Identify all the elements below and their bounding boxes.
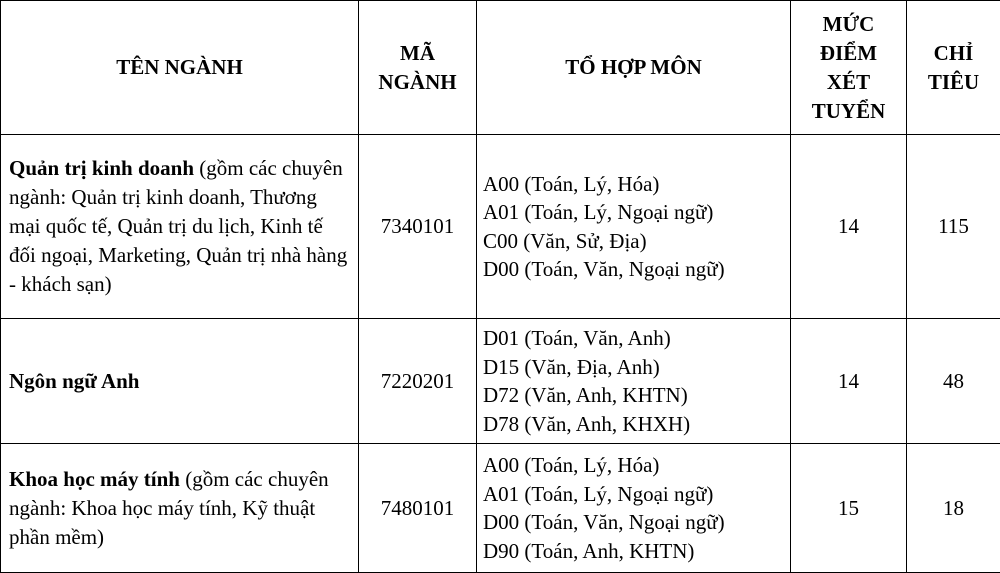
major-name-cell (1, 319, 359, 444)
quota-cell: 115 (907, 135, 1000, 319)
combination-item: C00 (Văn, Sử, Địa) (483, 227, 782, 256)
admission-score-cell: 14 (791, 319, 907, 444)
combination-item: D00 (Toán, Văn, Ngoại ngữ) (483, 508, 782, 537)
header-major-code: MÃ NGÀNH (359, 1, 477, 135)
major-name-cell (1, 444, 359, 573)
header-subject-combination: TỔ HỢP MÔN (477, 1, 791, 135)
admission-score-cell: 15 (791, 444, 907, 573)
table-row (1, 444, 1000, 573)
combination-item: D00 (Toán, Văn, Ngoại ngữ) (483, 255, 782, 284)
major-name-description: (gồm các chuyên ngành: Quản trị kinh doanh, Thương mại quốc tế, Quản trị du lịch, Kinh tế đối ngoại, Marketing, Quản trị nhà hàng - khách sạn) (9, 156, 347, 296)
quota-cell: 18 (907, 444, 1000, 573)
admission-score-cell: 14 (791, 135, 907, 319)
combination-item: A01 (Toán, Lý, Ngoại ngữ) (483, 198, 782, 227)
major-name-cell (1, 135, 359, 319)
combination-item: A00 (Toán, Lý, Hóa) (483, 170, 782, 199)
major-name-bold: Ngôn ngữ Anh (9, 369, 140, 393)
subject-combination-cell (477, 135, 791, 319)
major-name-bold: Quản trị kinh doanh (9, 156, 194, 180)
combination-item: A00 (Toán, Lý, Hóa) (483, 451, 782, 480)
major-name-bold: Khoa học máy tính (9, 467, 180, 491)
combination-item: D72 (Văn, Anh, KHTN) (483, 381, 782, 410)
combination-item: D15 (Văn, Địa, Anh) (483, 353, 782, 382)
header-row (1, 1, 1000, 135)
major-code-cell: 7220201 (359, 319, 477, 444)
combination-item: A01 (Toán, Lý, Ngoại ngữ) (483, 480, 782, 509)
header-admission-score: MỨC ĐIỂM XÉT TUYỂN (791, 1, 907, 135)
major-code-cell: 7340101 (359, 135, 477, 319)
header-quota: CHỈ TIÊU (907, 1, 1000, 135)
major-code-cell: 7480101 (359, 444, 477, 573)
subject-combination-cell (477, 444, 791, 573)
subject-combination-cell (477, 319, 791, 444)
combination-item: D90 (Toán, Anh, KHTN) (483, 537, 782, 566)
header-major-name: TÊN NGÀNH (1, 1, 359, 135)
quota-cell: 48 (907, 319, 1000, 444)
table-row (1, 135, 1000, 319)
table-row (1, 319, 1000, 444)
combination-item: D78 (Văn, Anh, KHXH) (483, 410, 782, 439)
combination-item: D01 (Toán, Văn, Anh) (483, 324, 782, 353)
major-name-description: (gồm các chuyên ngành: Khoa học máy tính, Kỹ thuật phần mềm) (9, 467, 329, 549)
